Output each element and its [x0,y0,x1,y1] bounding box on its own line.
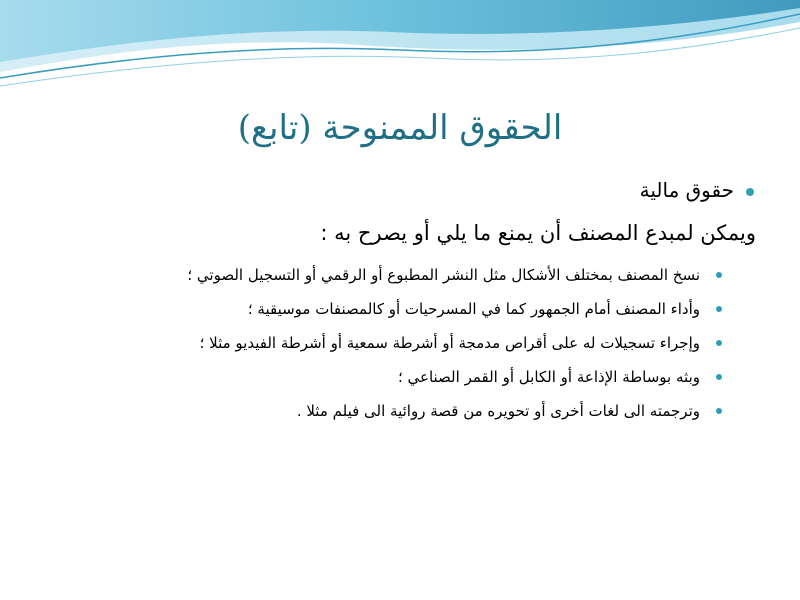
heading-bullet [640,176,754,204]
bullet-dot-icon [716,272,722,278]
slide-title: الحقوق الممنوحة (تابع) [237,108,563,148]
heading-bullet-text: حقوق مالية [639,178,734,202]
intro-text: ويمكن لمبدع المصنف أن يمنع ما يلي أو يصرح به : [320,221,756,245]
bullet-dot-icon [716,306,722,312]
list-item: وبثه بوساطة الإذاعة أو الكابل أو القمر الصناعي ؛ [187,360,700,394]
header-wave-decoration [0,0,800,100]
list-item: وترجمته الى لغات أخرى أو تحويره من قصة روائية الى فيلم مثلا . [187,394,700,428]
list-item: نسخ المصنف بمختلف الأشكال مثل النشر المطبوع أو الرقمي أو التسجيل الصوتي ؛ [187,258,700,292]
bullet-dot-icon [716,374,722,380]
bullet-dot-icon [716,408,722,414]
bullet-dot-icon [746,188,754,196]
list-item: وإجراء تسجيلات له على أقراص مدمجة أو أشرطة سمعية أو أشرطة الفيديو مثلا ؛ [187,326,700,360]
bullet-dot-icon [716,340,722,346]
list-item: وأداء المصنف أمام الجمهور كما في المسرحيات أو كالمصنفات موسيقية ؛ [187,292,700,326]
rights-list [187,258,700,428]
